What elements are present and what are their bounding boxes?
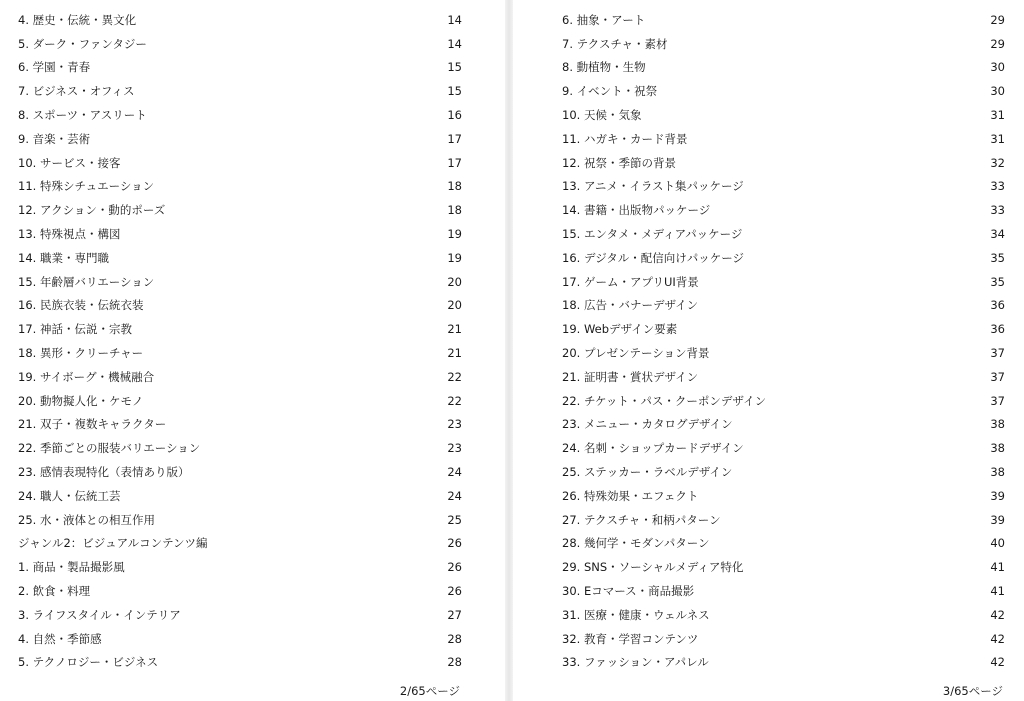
toc-entry-page-number: 32 xyxy=(990,155,1005,170)
toc-entry-page-number: 38 xyxy=(990,465,1005,480)
toc-entry[interactable] xyxy=(562,56,1005,80)
toc-entry[interactable] xyxy=(18,413,462,437)
toc-entry[interactable] xyxy=(18,246,462,270)
toc-entry[interactable] xyxy=(18,270,462,294)
toc-entry-title: 21. 双子・複数キャラクター xyxy=(18,417,167,432)
toc-entry[interactable] xyxy=(18,56,462,80)
toc-entry-page-number: 21 xyxy=(447,346,462,361)
toc-entry-title: 6. 学園・青春 xyxy=(18,60,91,75)
toc-entry[interactable] xyxy=(18,175,462,199)
toc-entry-page-number: 17 xyxy=(447,131,462,146)
toc-entry-title: 11. 特殊シチュエーション xyxy=(18,179,155,194)
toc-entry-title: 29. SNS・ソーシャルメディア特化 xyxy=(562,560,744,575)
toc-entry-page-number: 36 xyxy=(990,298,1005,313)
toc-entry[interactable] xyxy=(562,508,1005,532)
toc-entry[interactable] xyxy=(562,460,1005,484)
toc-entry-page-number: 42 xyxy=(990,607,1005,622)
toc-entry-page-number: 37 xyxy=(990,346,1005,361)
toc-entry-title: 9. イベント・祝祭 xyxy=(562,84,658,99)
toc-entry-page-number: 25 xyxy=(447,512,462,527)
toc-entry-page-number: 22 xyxy=(447,369,462,384)
toc-entry-title: 1. 商品・製品撮影風 xyxy=(18,560,125,575)
toc-entry-title: 27. テクスチャ・和柄パターン xyxy=(562,512,721,527)
toc-entry[interactable] xyxy=(18,508,462,532)
toc-entry-page-number: 30 xyxy=(990,60,1005,75)
toc-entry-page-number: 29 xyxy=(990,36,1005,51)
toc-entry[interactable] xyxy=(18,103,462,127)
toc-entry[interactable] xyxy=(562,389,1005,413)
toc-entry-page-number: 37 xyxy=(990,369,1005,384)
table-of-contents xyxy=(562,8,1005,674)
toc-entry-page-number: 37 xyxy=(990,393,1005,408)
toc-entry[interactable] xyxy=(562,532,1005,556)
toc-entry-page-number: 30 xyxy=(990,84,1005,99)
toc-entry[interactable] xyxy=(562,246,1005,270)
toc-entry-title: 14. 職業・専門職 xyxy=(18,250,109,265)
toc-entry[interactable] xyxy=(18,294,462,318)
toc-entry-page-number: 27 xyxy=(447,607,462,622)
toc-entry-title: 8. スポーツ・アスリート xyxy=(18,108,147,123)
toc-entry-page-number: 34 xyxy=(990,227,1005,242)
toc-entry[interactable] xyxy=(562,151,1005,175)
toc-entry-title: 10. サービス・接客 xyxy=(18,155,121,170)
page-number-footer: 2/65ページ xyxy=(399,684,460,698)
toc-entry-page-number: 35 xyxy=(990,274,1005,289)
toc-entry-page-number: 38 xyxy=(990,417,1005,432)
toc-entry[interactable] xyxy=(18,79,462,103)
toc-entry-title: 15. 年齢層バリエーション xyxy=(18,274,155,289)
toc-entry[interactable] xyxy=(18,198,462,222)
toc-entry[interactable] xyxy=(18,151,462,175)
toc-entry[interactable] xyxy=(562,294,1005,318)
toc-entry-page-number: 17 xyxy=(447,155,462,170)
toc-entry-page-number: 40 xyxy=(990,536,1005,551)
toc-entry-page-number: 23 xyxy=(447,441,462,456)
toc-entry[interactable] xyxy=(562,8,1005,32)
right-page xyxy=(513,0,1024,701)
toc-entry-page-number: 19 xyxy=(447,250,462,265)
toc-entry-page-number: 29 xyxy=(990,12,1005,27)
toc-entry-title: 18. 異形・クリーチャー xyxy=(18,346,144,361)
toc-entry-title: 10. 天候・気象 xyxy=(562,108,642,123)
toc-entry-title: 20. 動物擬人化・ケモノ xyxy=(18,393,144,408)
toc-entry[interactable] xyxy=(562,222,1005,246)
toc-entry-title: 23. 感情表現特化（表情あり版） xyxy=(18,465,190,480)
toc-entry-title: 7. テクスチャ・素材 xyxy=(562,36,668,51)
toc-entry-page-number: 19 xyxy=(447,227,462,242)
toc-entry-page-number: 31 xyxy=(990,131,1005,146)
toc-entry-page-number: 28 xyxy=(447,631,462,646)
toc-entry-title: 14. 書籍・出版物パッケージ xyxy=(562,203,711,218)
toc-entry[interactable] xyxy=(18,579,462,603)
toc-entry-page-number: 41 xyxy=(990,584,1005,599)
toc-entry-title: 25. 水・液体との相互作用 xyxy=(18,512,155,527)
toc-entry-page-number: 35 xyxy=(990,250,1005,265)
toc-entry-title: 12. 祝祭・季節の背景 xyxy=(562,155,676,170)
toc-entry-title: 30. Eコマース・商品撮影 xyxy=(562,584,695,599)
toc-entry[interactable] xyxy=(562,627,1005,651)
toc-entry-title: 16. 民族衣装・伝統衣装 xyxy=(18,298,144,313)
left-page xyxy=(0,0,505,701)
toc-entry[interactable] xyxy=(18,32,462,56)
toc-entry-title: ジャンル2：ビジュアルコンテンツ編 xyxy=(18,536,208,551)
toc-entry-title: 11. ハガキ・カード背景 xyxy=(562,131,688,146)
toc-entry[interactable] xyxy=(18,627,462,651)
toc-entry-title: 9. 音楽・芸術 xyxy=(18,131,91,146)
toc-entry-title: 6. 抽象・アート xyxy=(562,12,646,27)
toc-entry-page-number: 26 xyxy=(447,536,462,551)
toc-entry[interactable] xyxy=(18,603,462,627)
toc-entry-page-number: 15 xyxy=(447,60,462,75)
toc-entry-title: 17. ゲーム・アプリUI背景 xyxy=(562,274,699,289)
page-gutter xyxy=(505,0,513,701)
toc-entry[interactable] xyxy=(562,436,1005,460)
toc-entry-title: 24. 名刺・ショップカードデザイン xyxy=(562,441,744,456)
toc-entry-title: 32. 教育・学習コンテンツ xyxy=(562,631,699,646)
toc-entry[interactable] xyxy=(18,222,462,246)
toc-entry-title: 19. Webデザイン要素 xyxy=(562,322,678,337)
toc-entry-page-number: 26 xyxy=(447,584,462,599)
toc-entry-title: 5. テクノロジー・ビジネス xyxy=(18,655,159,670)
toc-entry[interactable] xyxy=(562,579,1005,603)
toc-entry-page-number: 24 xyxy=(447,465,462,480)
toc-entry[interactable] xyxy=(562,79,1005,103)
toc-entry-title: 22. チケット・パス・クーポンデザイン xyxy=(562,393,767,408)
toc-entry-title: 13. アニメ・イラスト集パッケージ xyxy=(562,179,744,194)
toc-entry[interactable] xyxy=(18,436,462,460)
toc-entry-title: 22. 季節ごとの服装バリエーション xyxy=(18,441,201,456)
toc-entry-title: 20. プレゼンテーション背景 xyxy=(562,346,710,361)
toc-entry-title: 12. アクション・動的ポーズ xyxy=(18,203,166,218)
toc-entry-page-number: 14 xyxy=(447,36,462,51)
toc-entry[interactable] xyxy=(562,32,1005,56)
toc-entry-title: 23. メニュー・カタログデザイン xyxy=(562,417,733,432)
toc-entry-page-number: 21 xyxy=(447,322,462,337)
toc-entry-title: 25. ステッカー・ラベルデザイン xyxy=(562,465,733,480)
toc-entry-page-number: 42 xyxy=(990,655,1005,670)
toc-entry-title: 15. エンタメ・メディアパッケージ xyxy=(562,227,743,242)
toc-entry-page-number: 28 xyxy=(447,655,462,670)
toc-entry-page-number: 33 xyxy=(990,203,1005,218)
toc-entry[interactable] xyxy=(18,341,462,365)
toc-entry-page-number: 16 xyxy=(447,108,462,123)
toc-entry-title: 3. ライフスタイル・インテリア xyxy=(18,607,181,622)
toc-entry-title: 24. 職人・伝統工芸 xyxy=(18,488,121,503)
toc-entry-page-number: 26 xyxy=(447,560,462,575)
toc-entry[interactable] xyxy=(562,341,1005,365)
toc-entry[interactable] xyxy=(18,484,462,508)
toc-entry[interactable] xyxy=(562,603,1005,627)
toc-entry[interactable] xyxy=(18,8,462,32)
toc-entry-title: 31. 医療・健康・ウェルネス xyxy=(562,607,710,622)
toc-entry-page-number: 36 xyxy=(990,322,1005,337)
toc-entry[interactable] xyxy=(18,317,462,341)
toc-entry-page-number: 20 xyxy=(447,274,462,289)
toc-entry[interactable] xyxy=(18,389,462,413)
toc-entry-page-number: 18 xyxy=(447,203,462,218)
toc-entry[interactable] xyxy=(18,555,462,579)
toc-entry-title: 26. 特殊効果・エフェクト xyxy=(562,488,699,503)
toc-entry-title: 21. 証明書・賞状デザイン xyxy=(562,369,699,384)
toc-entry[interactable] xyxy=(562,413,1005,437)
toc-entry-title: 18. 広告・バナーデザイン xyxy=(562,298,699,313)
toc-entry[interactable] xyxy=(562,175,1005,199)
toc-entry-title: 4. 歴史・伝統・異文化 xyxy=(18,12,137,27)
toc-entry[interactable] xyxy=(18,127,462,151)
toc-entry-page-number: 42 xyxy=(990,631,1005,646)
page-number-footer: 3/65ページ xyxy=(942,684,1003,698)
toc-entry[interactable] xyxy=(562,270,1005,294)
toc-entry[interactable] xyxy=(562,651,1005,675)
toc-entry[interactable] xyxy=(562,555,1005,579)
toc-entry-page-number: 14 xyxy=(447,12,462,27)
toc-entry[interactable] xyxy=(562,127,1005,151)
toc-entry-page-number: 39 xyxy=(990,488,1005,503)
toc-entry-page-number: 18 xyxy=(447,179,462,194)
toc-entry[interactable] xyxy=(562,365,1005,389)
toc-entry-page-number: 15 xyxy=(447,84,462,99)
toc-entry-title: 7. ビジネス・オフィス xyxy=(18,84,135,99)
toc-entry-page-number: 20 xyxy=(447,298,462,313)
toc-entry-title: 13. 特殊視点・構図 xyxy=(18,227,121,242)
toc-entry-page-number: 38 xyxy=(990,441,1005,456)
toc-entry-page-number: 33 xyxy=(990,179,1005,194)
toc-entry-page-number: 22 xyxy=(447,393,462,408)
toc-entry[interactable] xyxy=(562,317,1005,341)
toc-entry[interactable] xyxy=(18,651,462,675)
toc-entry-page-number: 39 xyxy=(990,512,1005,527)
toc-entry[interactable] xyxy=(18,460,462,484)
table-of-contents xyxy=(18,8,462,674)
toc-entry-title: 5. ダーク・ファンタジー xyxy=(18,36,147,51)
toc-entry-page-number: 41 xyxy=(990,560,1005,575)
toc-entry[interactable] xyxy=(18,365,462,389)
toc-entry[interactable] xyxy=(18,532,462,556)
toc-entry-title: 17. 神話・伝説・宗教 xyxy=(18,322,132,337)
toc-entry-title: 4. 自然・季節感 xyxy=(18,631,102,646)
toc-entry-page-number: 23 xyxy=(447,417,462,432)
toc-entry-title: 2. 飲食・料理 xyxy=(18,584,91,599)
toc-entry-title: 16. デジタル・配信向けパッケージ xyxy=(562,250,745,265)
toc-entry-page-number: 24 xyxy=(447,488,462,503)
toc-entry-title: 28. 幾何学・モダンパターン xyxy=(562,536,710,551)
toc-entry-title: 8. 動植物・生物 xyxy=(562,60,646,75)
toc-entry-page-number: 31 xyxy=(990,108,1005,123)
toc-entry-title: 33. ファッション・アパレル xyxy=(562,655,709,670)
toc-entry[interactable] xyxy=(562,198,1005,222)
toc-entry-title: 19. サイボーグ・機械融合 xyxy=(18,369,155,384)
toc-entry[interactable] xyxy=(562,103,1005,127)
toc-entry[interactable] xyxy=(562,484,1005,508)
